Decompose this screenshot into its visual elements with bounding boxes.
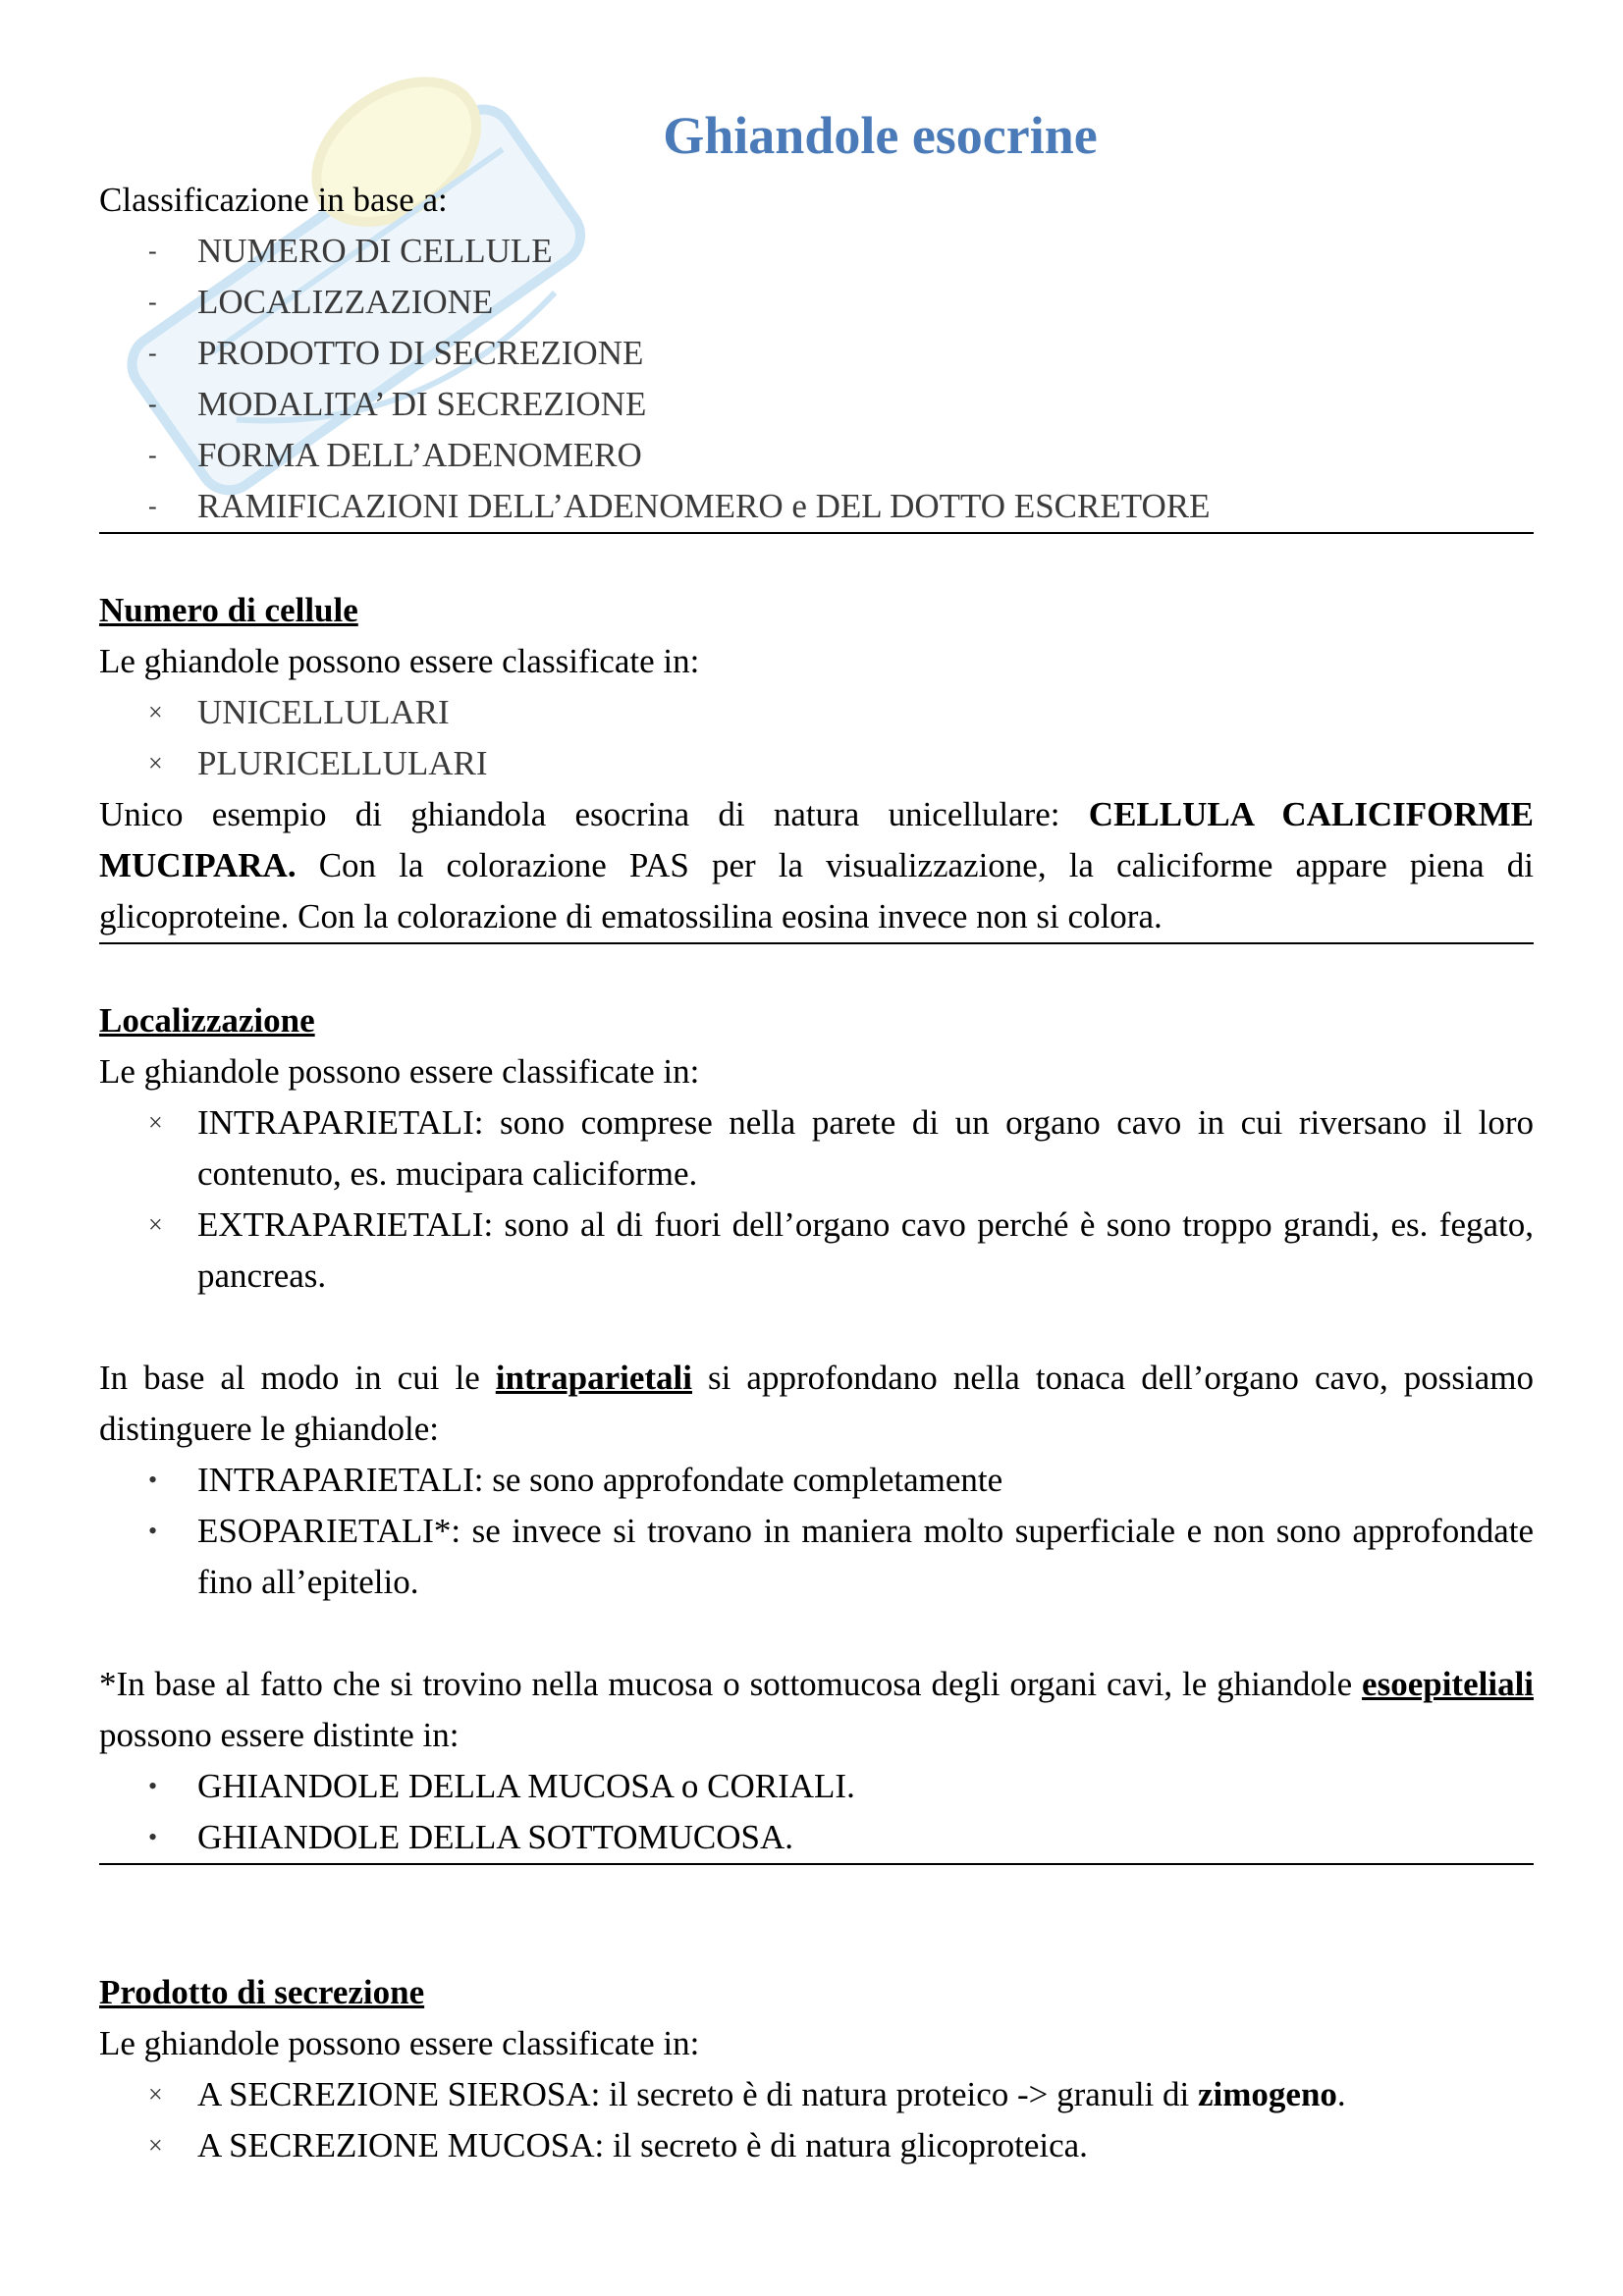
list-item: - LOCALIZZAZIONE — [148, 283, 494, 321]
list-item: - PRODOTTO DI SECREZIONE — [148, 334, 644, 372]
numero-lead: Le ghiandole possono essere classificate in: — [99, 642, 700, 680]
intro-list — [99, 226, 1534, 534]
prodotto-lead: Le ghiandole possono essere classificate in: — [99, 2024, 700, 2062]
prodotto-list — [99, 2069, 1534, 2171]
list-item: × PLURICELLULARI — [148, 744, 488, 782]
list-item: × A SECREZIONE MUCOSA: il secreto è di natura glicoproteica. — [148, 2126, 1088, 2164]
localizzazione-lead: Le ghiandole possono essere classificate in: — [99, 1052, 700, 1091]
localizzazione-list — [99, 1097, 1534, 1302]
esoepiteliali-list — [99, 1761, 1534, 1865]
esoepiteliali-paragraph: *In base al fatto che si trovino nella mucosa o sottomucosa degli organi cavi, le ghiandole esoepiteliali possono essere distinte in: — [99, 1665, 1535, 1754]
intro-lead: Classificazione in base a: — [99, 181, 448, 219]
list-item: - FORMA DELL’ADENOMERO — [148, 436, 642, 474]
section-title-localizzazione: Localizzazione — [99, 1001, 315, 1040]
document-body — [99, 96, 1534, 2171]
list-item: • GHIANDOLE DELLA MUCOSA o CORIALI. — [148, 1767, 855, 1805]
list-item: × A SECREZIONE SIEROSA: il secreto è di natura proteico -> granuli di zimogeno. — [148, 2075, 1346, 2113]
list-item: × UNICELLULARI — [148, 693, 450, 731]
list-item: - MODALITA’ DI SECREZIONE — [148, 385, 647, 423]
list-item: • ESOPARIETALI*: se invece si trovano in maniera molto superficiale e non sono approfondate fino all’epitelio. — [148, 1512, 1534, 1601]
page-title: Ghiandole esocrine — [663, 106, 1098, 165]
list-item: × EXTRAPARIETALI: sono al di fuori dell’organo cavo perché è sono troppo grandi, es. fegato, pancreas. — [148, 1205, 1534, 1295]
list-item: × INTRAPARIETALI: sono comprese nella parete di un organo cavo in cui riversano il loro contenuto, es. mucipara caliciforme. — [148, 1103, 1534, 1193]
section-title-prodotto: Prodotto di secrezione — [99, 1973, 425, 2011]
numero-paragraph: Unico esempio di ghiandola esocrina di natura unicellulare: CELLULA CALICIFORME MUCIPARA. Con la colorazione PAS per la visualizzazione, la caliciforme appare piena di glicoproteine. Con la colorazione di ematossilina eosina invece non si colora. — [99, 789, 1534, 944]
list-item: • GHIANDOLE DELLA SOTTOMUCOSA. — [99, 1812, 1534, 1865]
list-item: - RAMIFICAZIONI DELL’ADENOMERO e DEL DOTTO ESCRETORE — [99, 481, 1534, 534]
numero-list — [99, 687, 1534, 789]
intraparietali-list — [99, 1455, 1534, 1608]
list-item: - NUMERO DI CELLULE — [148, 232, 553, 270]
list-item: • INTRAPARIETALI: se sono approfondate completamente — [148, 1461, 1003, 1499]
intraparietali-paragraph: In base al modo in cui le intraparietali si approfondano nella tonaca dell’organo cavo, possiamo distinguere le ghiandole: — [99, 1359, 1535, 1448]
section-title-numero: Numero di cellule — [99, 591, 358, 629]
